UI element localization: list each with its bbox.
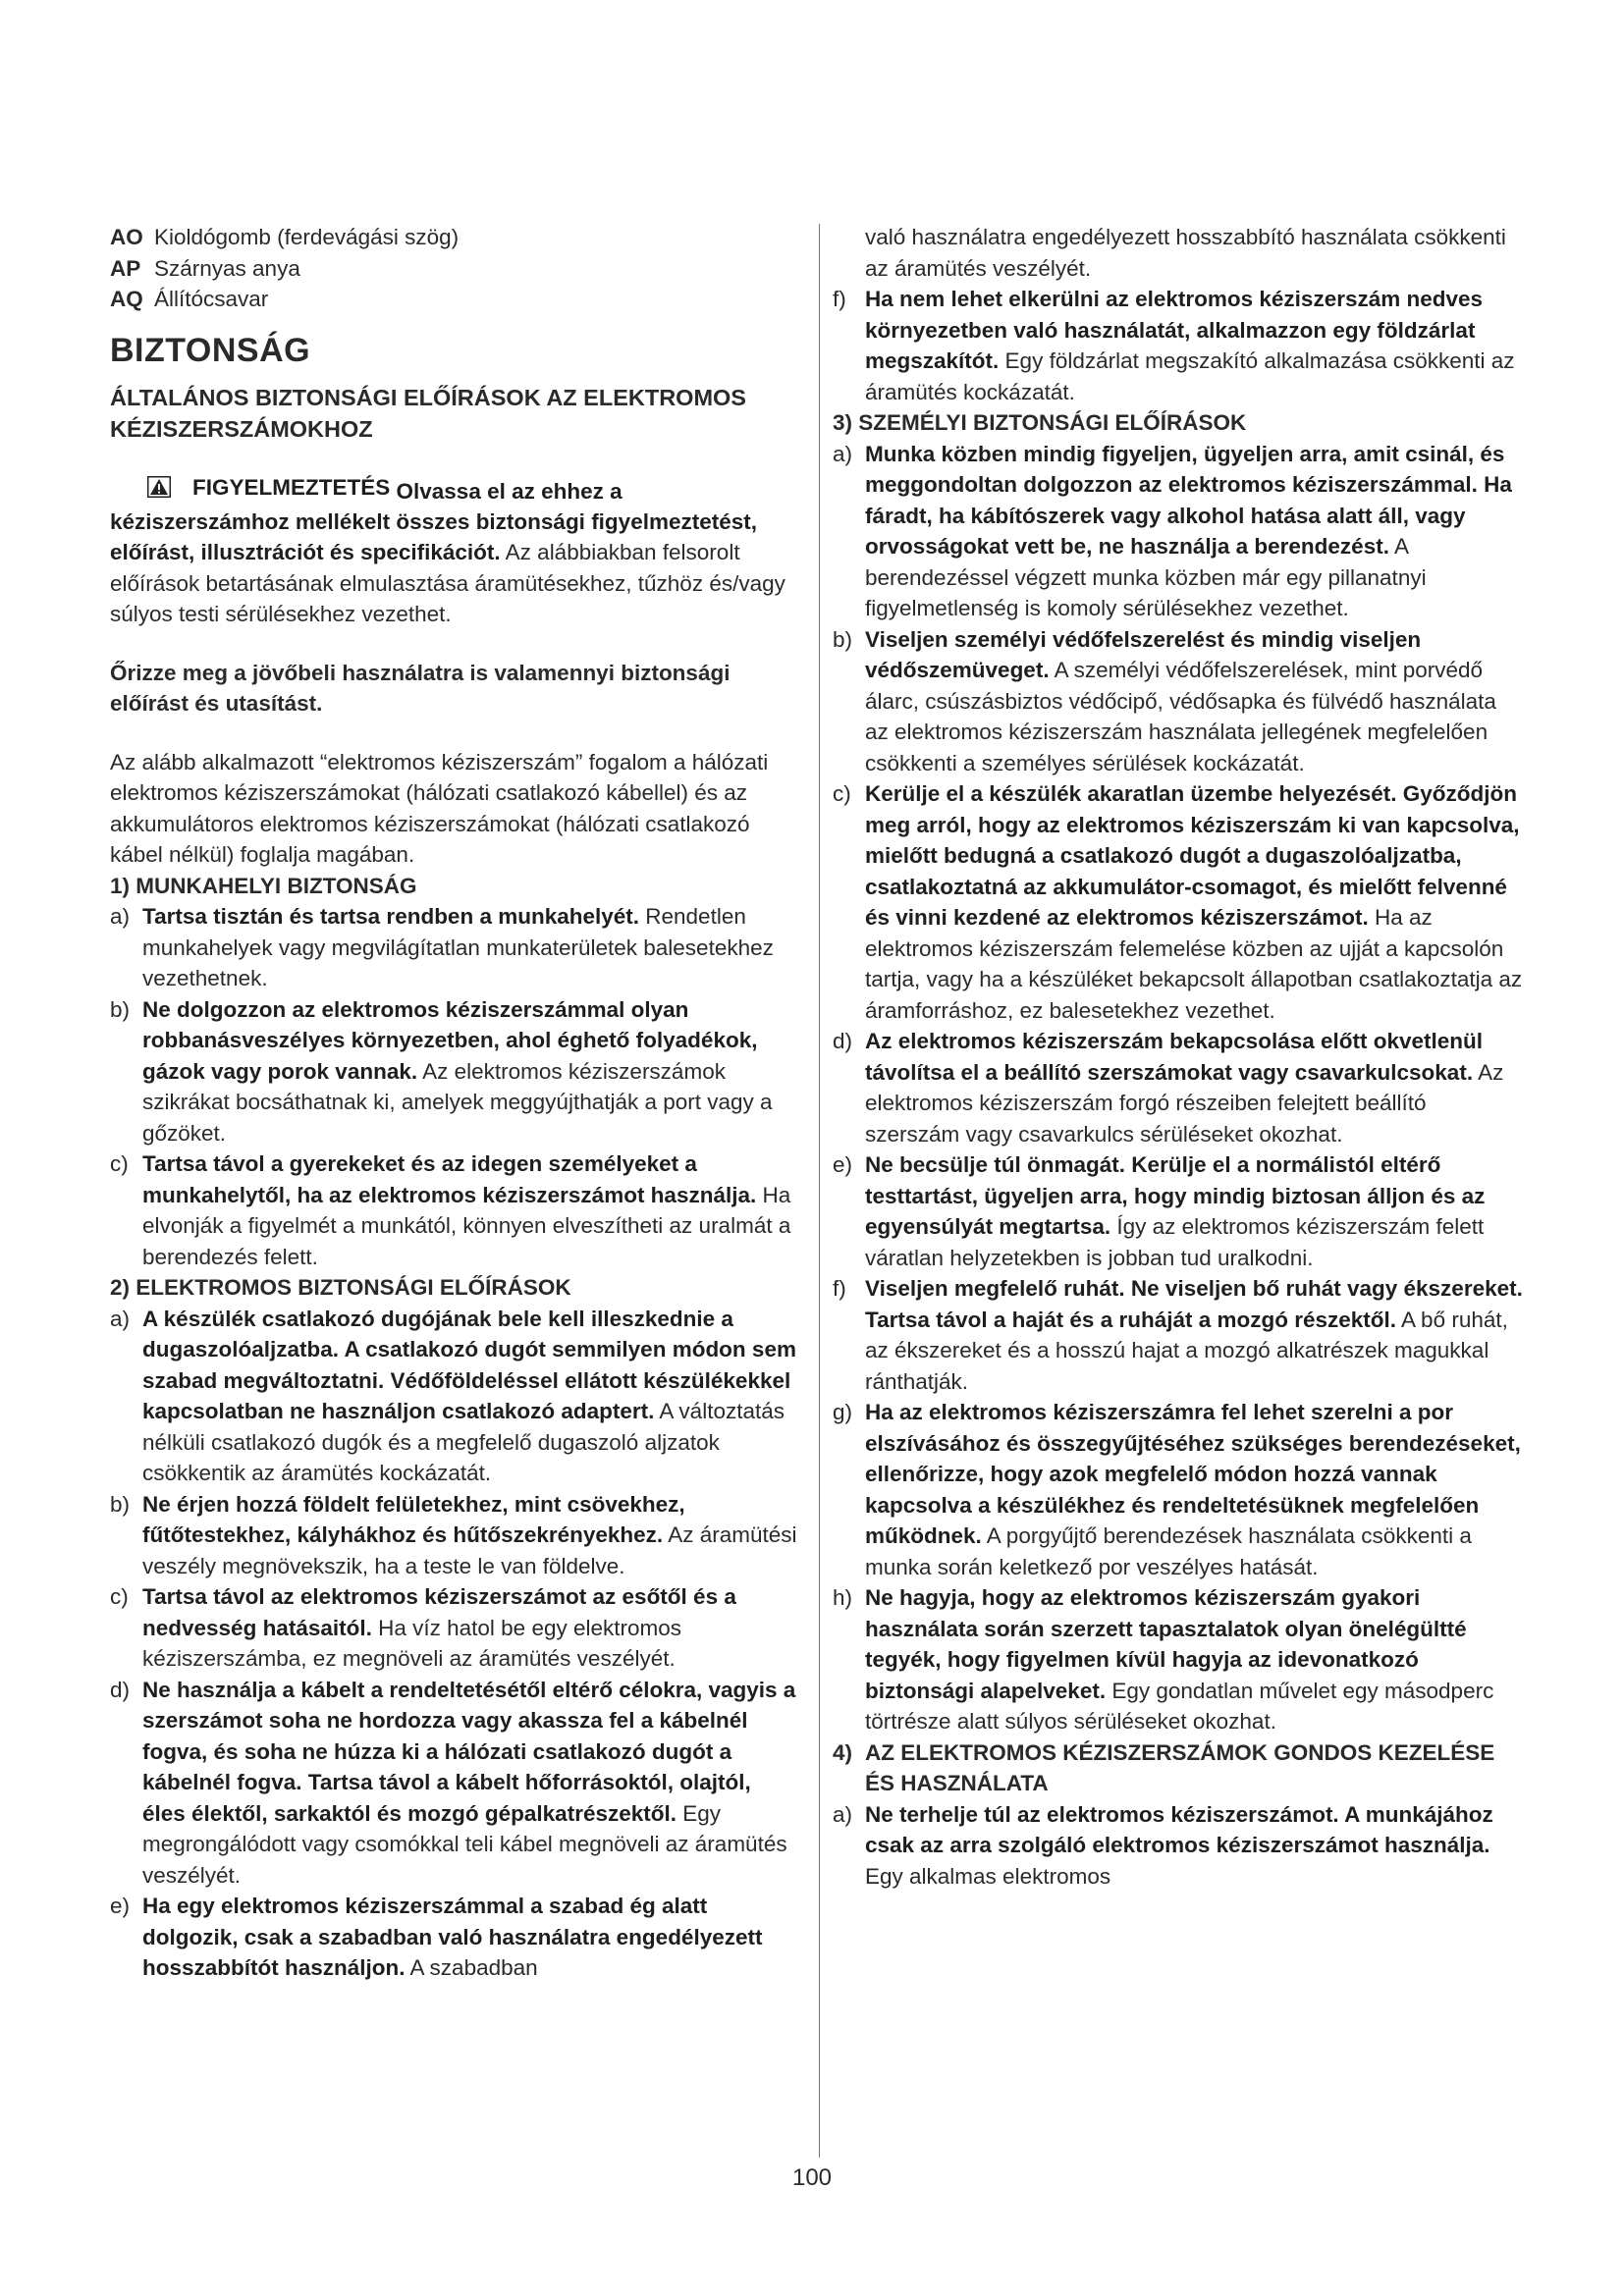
item-bold: Ne becsülje túl önmagát. Kerülje el a normálistól eltérő testtartást, ügyeljen arra, hogy mindig biztosan álljon és az egyensúlyát megtartsa.: [865, 1152, 1486, 1239]
item-normal: A szabadban: [405, 1955, 538, 1981]
item-normal: A személyi védőfelszerelések, mint porvédő álarc, csúszásbiztos védőcipő, védősapka és fülvédő használata az elektromos kéziszerszám használata jellegének megfelelően csökkenti a személyes sérülések kockázatát.: [865, 658, 1496, 775]
list-item: [833, 624, 1525, 779]
item-marker: a): [833, 441, 853, 466]
list-item: [110, 1148, 797, 1272]
item-normal: A változtatás nélküli csatlakozó dugók és a megfelelő dugaszoló aljzatok csökkentik az áramütés kockázatát.: [142, 1399, 785, 1486]
section-heading-4: [833, 1737, 1525, 1799]
list-item: [110, 994, 797, 1149]
warning-block: [110, 472, 797, 630]
item-bold: Az elektromos kéziszerszám bekapcsolása előtt okvetlenül távolítsa el a beállító szerszámokat vagy csavarkulcsokat.: [865, 1029, 1484, 1085]
preserve-note: Őrizze meg a jövőbeli használatra is valamennyi biztonsági előírást és utasítást.: [110, 660, 731, 717]
item-marker: a): [110, 904, 131, 930]
legend-item: [110, 222, 797, 253]
item-normal: Egy alkalmas elektromos: [865, 1863, 1111, 1889]
item-text: [865, 439, 1525, 624]
legend-label: Állítócsavar: [154, 287, 269, 311]
item-marker: a): [110, 1306, 131, 1331]
item-bold: Ha az elektromos kéziszerszámra fel lehet szerelni a por elszívásához és összegyűjtéséhez szükséges berendezéseket, ellenőrizze, hogy azok megfelelő módon hozzá vannak kapcsolva a készülékhez és rendeltetésüknek megfelelően működnek.: [865, 1400, 1521, 1548]
left-column: [110, 222, 797, 1984]
item-normal: Ha elvonják a figyelmét a munkától, könnyen elveszítheti az uralmát a berendezés felett.: [142, 1182, 791, 1269]
warning-label: FIGYELMEZTETÉS: [192, 474, 391, 500]
page-number: 100: [791, 2164, 833, 2191]
item-bold: Viseljen megfelelő ruhát. Ne viseljen bő ruhát vagy ékszereket. Tartsa távol a haját és a ruháját a mozgó részektől.: [865, 1276, 1523, 1332]
item-normal: A bő ruhát, az ékszereket és a hosszú hajat a mozgó alkatrészek magukkal ránthatják.: [865, 1307, 1508, 1394]
item-bold: Tartsa tisztán és tartsa rendben a munkahelyét.: [142, 904, 640, 930]
item-marker: e): [110, 1894, 131, 1919]
heading-text: AZ ELEKTROMOS KÉZISZERSZÁMOK GONDOS KEZELÉSE ÉS HASZNÁLATA: [865, 1739, 1495, 1795]
item-bold: Ha egy elektromos kéziszerszámmal a szabad ég alatt dolgozik, csak a szabadban való használatra engedélyezett hosszabbítót használjon.: [142, 1894, 763, 1981]
item-normal: A berendezéssel végzett munka közben már egy pillanatnyi figyelmetlenség is komoly sérülésekhez vezethet.: [865, 534, 1427, 620]
section-heading-2: 2) ELEKTROMOS BIZTONSÁGI ELŐÍRÁSOK: [110, 1275, 571, 1301]
legend-code: AO: [110, 225, 143, 249]
item-normal: Az elektromos kéziszerszámok szikrákat bocsáthatnak ki, amelyek meggyújthatják a port vagy a gőzöket.: [142, 1058, 773, 1146]
list-item: [833, 1582, 1525, 1737]
warning-heading: [110, 472, 390, 504]
item-bold: Ha nem lehet elkerülni az elektromos kéziszerszám nedves környezetben való használatát, alkalmazzon egy földzárlat megszakítót.: [865, 287, 1484, 373]
legend-code: AQ: [110, 287, 143, 311]
item-bold: Viseljen személyi védőfelszerelést és mindig viseljen védőszemüveget.: [865, 626, 1422, 682]
list-item: [833, 1397, 1525, 1582]
item-bold: A készülék csatlakozó dugójának bele kell illeszkednie a dugaszolóaljzatba. A csatlakozó dugót semmilyen módon sem szabad megváltoztatni. Védőföldeléssel ellátott készülékekkel kapcsolatban ne használjon csatlakozó adaptert.: [142, 1306, 796, 1424]
item-normal: Egy megrongálódott vagy csomókkal teli kábel megnöveli az áramütés veszélyét.: [142, 1800, 787, 1888]
list-item: [110, 1304, 797, 1489]
parts-legend: [110, 222, 797, 315]
section-subtitle: ÁLTALÁNOS BIZTONSÁGI ELŐÍRÁSOK AZ ELEKTROMOS KÉZISZERSZÁMOKHOZ: [110, 384, 746, 442]
item-normal: Az elektromos kéziszerszám forgó részeiben felejtett beállító szerszám vagy csavarkulcs sérüléseket okozhat.: [865, 1059, 1504, 1147]
item-marker: d): [110, 1677, 131, 1702]
item-marker: a): [833, 1801, 853, 1827]
list-item: [110, 901, 797, 994]
item-text: [142, 1304, 797, 1489]
list-item: [833, 1026, 1525, 1149]
column-divider: [819, 224, 820, 2158]
item-bold: Ne használja a kábelt a rendeltetésétől eltérő célokra, vagyis a szerszámot soha ne hordozza vagy akassza fel a kábelnél fogva, és soha ne húzza ki a hálózati csatlakozó dugót a kábelnél fogva. Tartsa távol a kábelt hőforrásoktól, olajtól, éles élektől, sarkaktól és mozgó gépalkatrészektől.: [142, 1677, 796, 1826]
item-text: [865, 1149, 1525, 1273]
item-normal: Egy gondatlan művelet egy másodperc törtrésze alatt súlyos sérüléseket okozhat.: [865, 1678, 1494, 1734]
item-marker: c): [833, 781, 851, 806]
right-column: [833, 222, 1525, 1892]
item-text: [142, 1581, 797, 1675]
legend-label: Szárnyas anya: [154, 255, 300, 281]
section-heading-1: 1) MUNKAHELYI BIZTONSÁG: [110, 873, 417, 898]
item-marker: b): [833, 626, 853, 652]
item-marker: f): [833, 287, 846, 311]
item-text: [865, 1397, 1525, 1582]
item-normal: Rendetlen munkahelyek vagy megvilágítatlan munkaterületek balesetekhez vezethetnek.: [142, 904, 774, 991]
item-text: [865, 1273, 1525, 1397]
list-item: [833, 284, 1525, 407]
item-text: [142, 994, 797, 1149]
list-item: [833, 1149, 1525, 1273]
item-normal: Így az elektromos kéziszerszám felett váratlan helyzetekben is jobban tud uralkodni.: [865, 1214, 1485, 1270]
legend-code: AP: [110, 255, 141, 281]
item-marker: f): [833, 1276, 846, 1301]
item-bold: Tartsa távol a gyerekeket és az idegen személyeket a munkahelytől, ha az elektromos kéziszerszámot használja.: [142, 1151, 757, 1207]
item-normal: Ha víz hatol be egy elektromos kéziszerszámba, ez megnöveli az áramütés veszélyét.: [142, 1615, 682, 1672]
item-bold: Ne dolgozzon az elektromos kéziszerszámmal olyan robbanásveszélyes környezetben, ahol éghető folyadékok, gázok vagy porok vannak.: [142, 996, 758, 1084]
legend-label: Kioldógomb (ferdevágási szög): [154, 225, 460, 249]
list-item: [833, 439, 1525, 624]
item-text: [865, 1799, 1525, 1893]
list-item: [833, 778, 1525, 1026]
item-marker: c): [110, 1584, 129, 1610]
item-marker: b): [110, 996, 131, 1022]
item-normal: Egy földzárlat megszakító alkalmazása csökkenti az áramütés kockázatát.: [865, 348, 1515, 404]
section-heading-3: 3) SZEMÉLYI BIZTONSÁGI ELŐÍRÁSOK: [833, 410, 1247, 435]
item-marker: e): [833, 1152, 853, 1177]
list-item: [110, 1581, 797, 1675]
warning-triangle-icon: [147, 476, 171, 498]
item-text: [865, 624, 1525, 779]
list-item: [833, 1799, 1525, 1893]
item-text: [865, 1582, 1525, 1737]
item-text: [865, 1026, 1525, 1149]
item-bold: Tartsa távol az elektromos kéziszerszámot az esőtől és a nedvesség hatásaitól.: [142, 1584, 736, 1640]
item-text: [142, 901, 797, 994]
list-item: [833, 1273, 1525, 1397]
item-normal: A porgyűjtő berendezések használata csökkenti a munka során keletkező por veszélyes hatását.: [865, 1523, 1472, 1579]
item-bold: Munka közben mindig figyeljen, ügyeljen arra, amit csinál, és meggondoltan dolgozzon az elektromos kéziszerszámmal. Ha fáradt, ha kábítószerek vagy alkohol hatása alatt áll, vagy orvosságokat vett be, ne használja a berendezést.: [865, 441, 1512, 559]
item-text: [142, 1148, 797, 1272]
item-marker: c): [110, 1151, 129, 1177]
warning-bold-text: Olvassa el az ehhez a kéziszerszámhoz mellékelt összes biztonsági figyelmeztetést, előírást, illusztrációt és specifikációt.: [110, 478, 757, 565]
heading-marker: 4): [833, 1739, 853, 1765]
item-bold: Ne érjen hozzá földelt felületekhez, mint csövekhez, fűtőtestekhez, kályhákhoz és hűtőszekrényekhez.: [142, 1491, 685, 1548]
item-bold: Ne terhelje túl az elektromos kéziszerszámot. A munkájához csak az arra szolgáló elektromos kéziszerszámot használja.: [865, 1801, 1493, 1857]
item-text: [142, 1489, 797, 1582]
list-item: [110, 1891, 797, 1984]
item-text: [142, 1675, 797, 1892]
item-continuation: való használatra engedélyezett hosszabbító használata csökkenti az áramütés veszélyét.: [865, 225, 1506, 281]
item-normal: Az áramütési veszély megnövekszik, ha a teste le van földelve.: [142, 1522, 797, 1578]
legend-item: [110, 253, 797, 285]
item-bold: Ne hagyja, hogy az elektromos kéziszerszám gyakori használata során szerzett tapasztalatok olyan önelégültté tegyék, hogy figyelmen kívül hagyja az idevonatkozó biztonsági alapelveket.: [865, 1585, 1467, 1703]
list-item: [110, 1675, 797, 1892]
item-text: [142, 1891, 797, 1984]
item-text: [865, 284, 1525, 407]
intro-paragraph: Az alább alkalmazott “elektromos kéziszerszám” fogalom a hálózati elektromos kéziszerszámokat (hálózati csatlakozó kábellel) és az akkumulátoros elektromos kéziszerszámokat (hálózati csatlakozó kábel nélkül) foglalja magában.: [110, 749, 769, 868]
section-title: BIZTONSÁG: [110, 331, 311, 369]
item-marker: g): [833, 1400, 853, 1424]
warning-text: Az alábbiakban felsorolt előírások betartásának elmulasztása áramütésekhez, tűzhöz és/vagy súlyos testi sérülésekhez vezethet.: [110, 540, 785, 627]
item-marker: h): [833, 1585, 853, 1610]
item-bold: Kerülje el a készülék akaratlan üzembe helyezését. Győződjön meg arról, hogy az elektromos kéziszerszám ki van kapcsolva, mielőtt bedugná a csatlakozó dugót a dugaszolóaljzatba, csatlakoztatná az akkumulátor-csomagot, és mielőtt felvenné és vinni kezdené az elektromos kéziszerszámot.: [865, 781, 1520, 930]
legend-item: [110, 284, 797, 315]
list-item: [110, 1489, 797, 1582]
item-marker: d): [833, 1029, 853, 1053]
item-marker: b): [110, 1491, 131, 1517]
item-normal: Ha az elektromos kéziszerszám felemelése közben az ujját a kapcsolón tartja, vagy ha a készüléket bekapcsolt állapotban csatlakoztatja az áramforráshoz, ez balesetekhez vezethet.: [865, 905, 1523, 1023]
item-text: [865, 778, 1525, 1026]
